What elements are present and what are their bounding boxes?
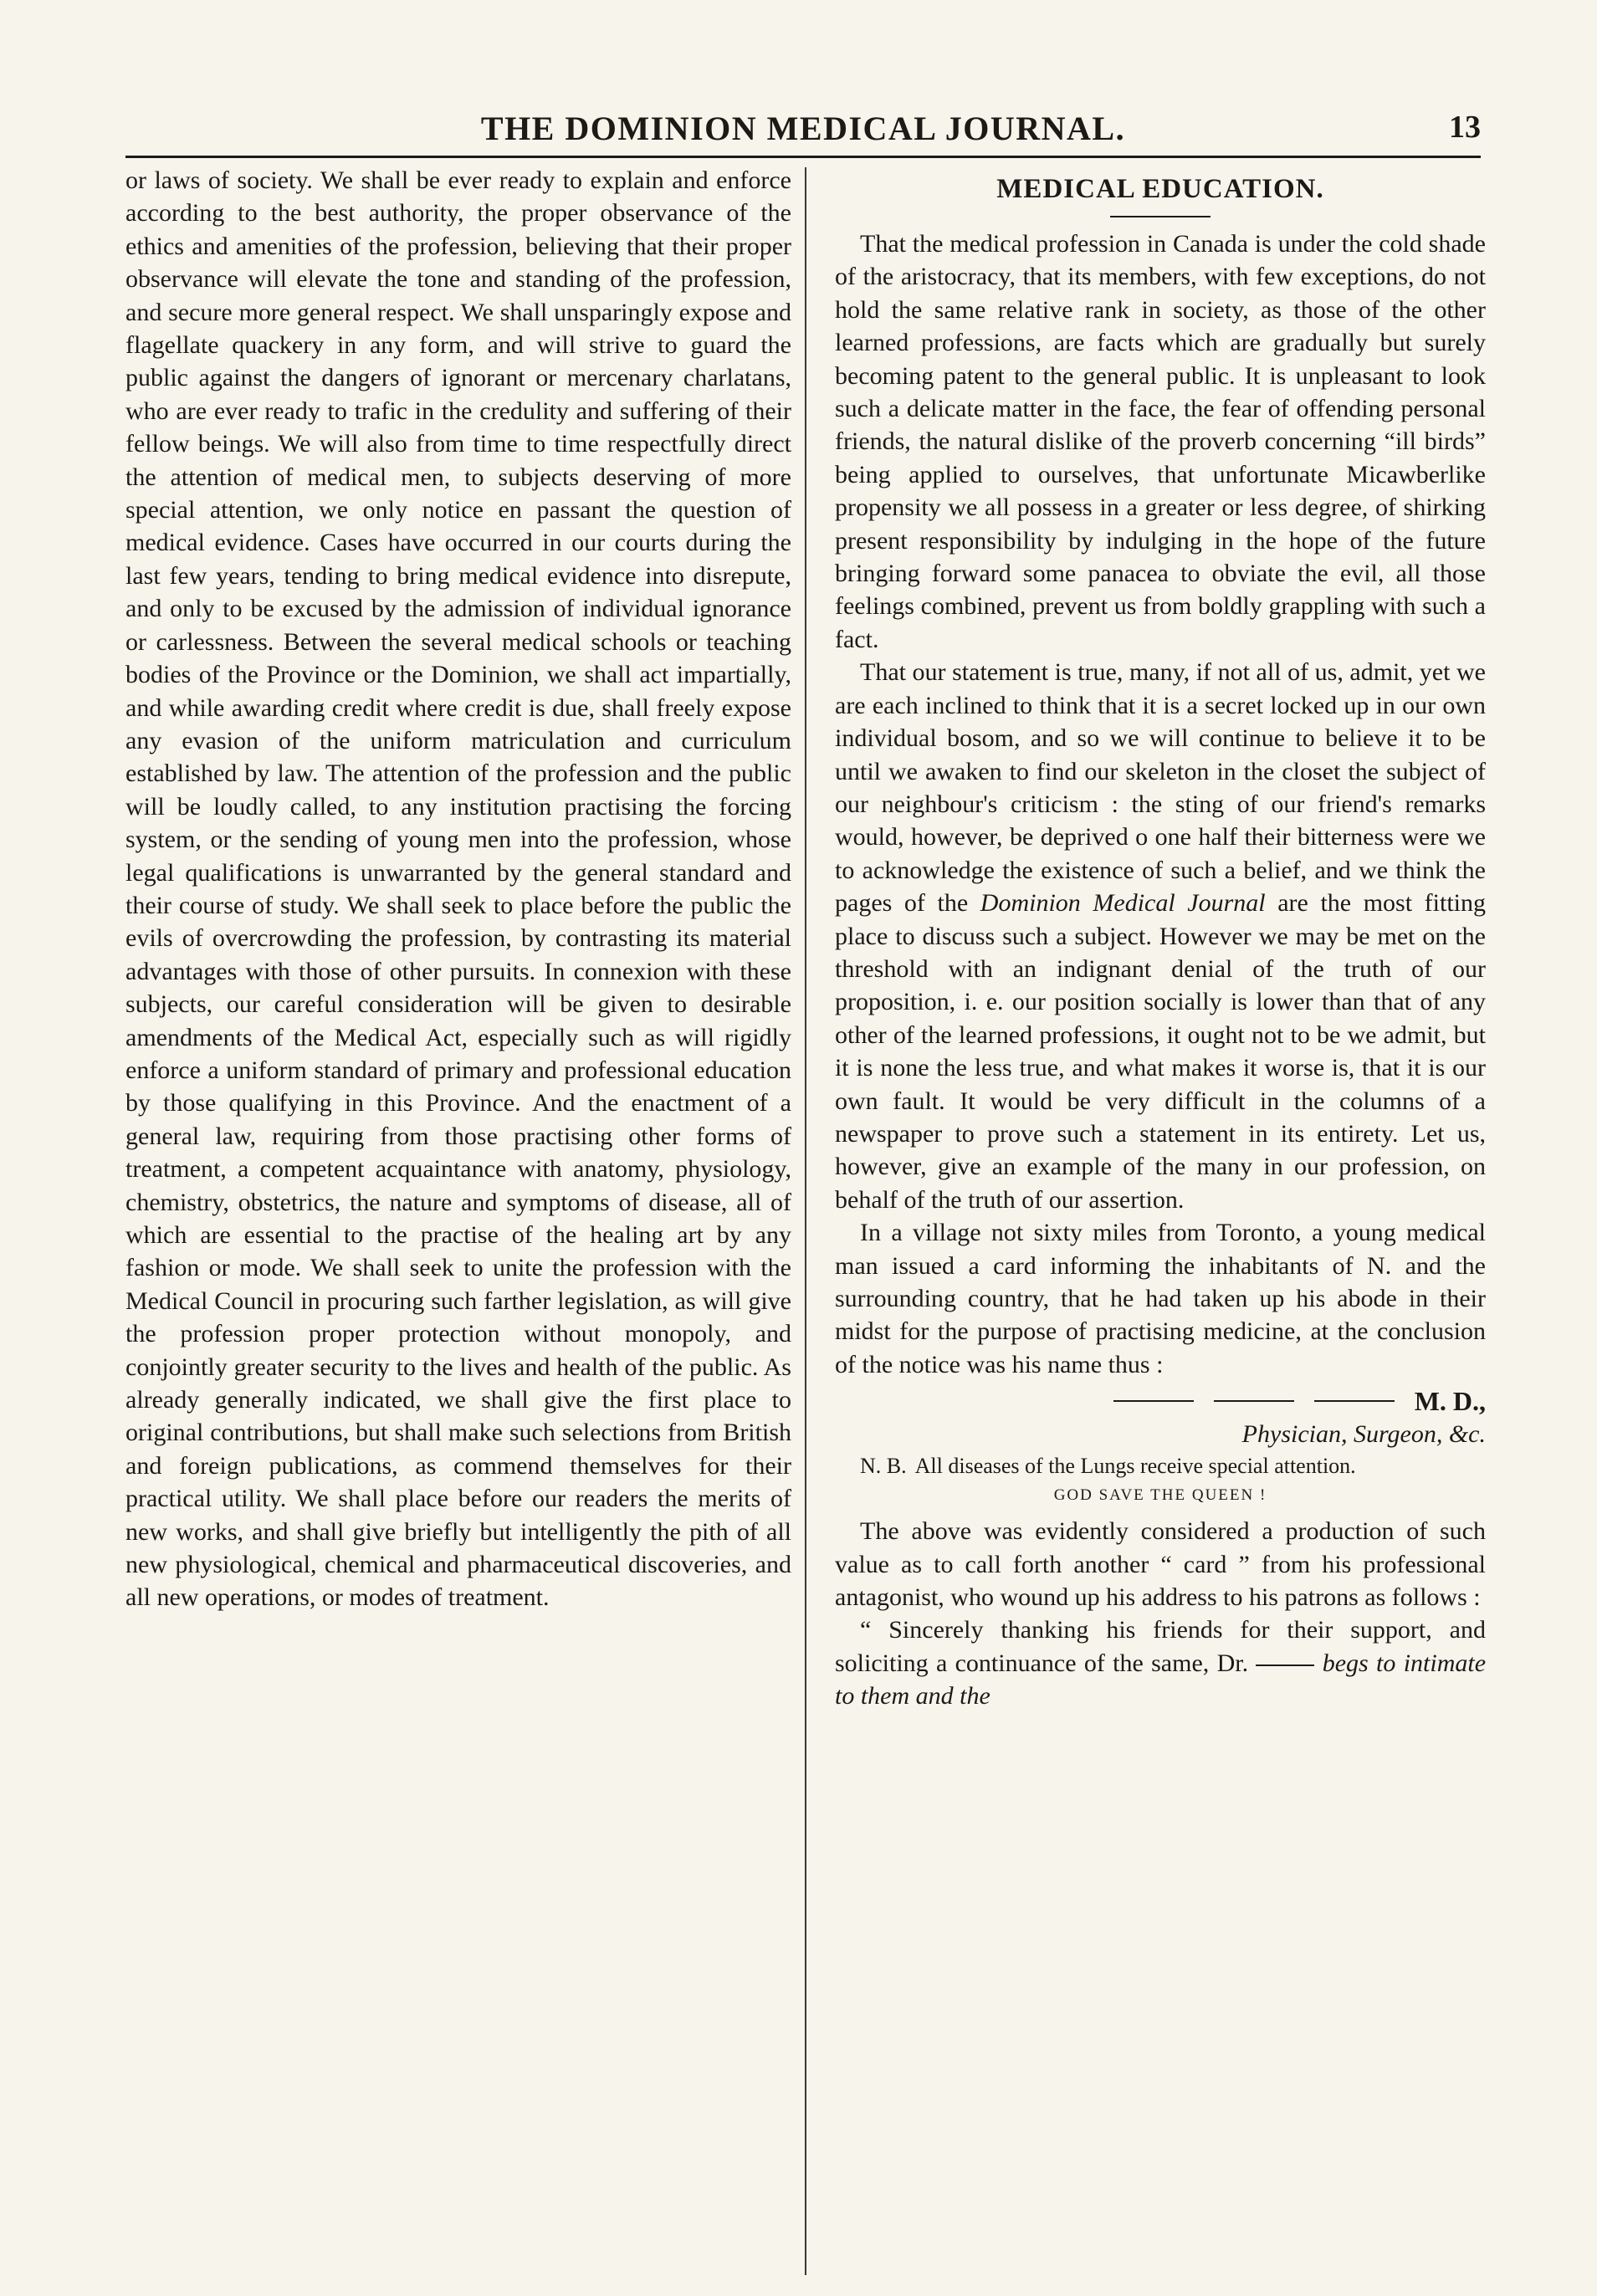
signature-name: M. D.,	[1414, 1386, 1486, 1417]
blank-dash	[1113, 1400, 1194, 1402]
section-title-rule	[1110, 216, 1211, 217]
nota-bene-label: N. B.	[860, 1454, 907, 1479]
left-column-text: or laws of society. We shall be ever ready to explain and enforce according to the best authority, the proper observance of the ethics and amenities of the profession, believing that their proper observance will elevate the tone and standing of the profession, and secure more general respect. We shall unsparingly expose and flagellate quackery in any form, and will strive to guard the public against the dangers of ignorant or mercenary charlatans, who are ever ready to trafic in the credulity and suffering of their fellow beings. We will also from time to time respectfully direct the attention of medical men, to subjects deserving of more special attention, we only notice en passant the question of medical evidence. Cases have occurred in our courts during the last few years, tending to bring medical evidence into disrepute, and only to be excused by the admission of individual ignorance or carlessness. Between the several medical schools or teaching bodies of the Province or the Dominion, we shall act impartially, and while awarding credit where credit is due, shall freely expose any evasion of the uniform matriculation and curriculum established by law. The attention of the profession and the public will be loudly called, to any institution practising the forcing system, or the sending of young men into the profession, whose legal qualifications is unwarranted by the general standard and their course of study. We shall seek to place before the public the evils of overcrowding the profession, by contrasting its material advantages with those of other pursuits. In connexion with these subjects, our careful consideration will be given to desirable amendments of the Medical Act, especially such as will rigidly enforce a uniform standard of primary and professional education by those qualifying in this Province. And the enactment of a general law, requiring from those practising other forms of treatment, a competent acquaintance with anatomy, physiology, chemistry, obstetrics, the nature and symptoms of disease, all of which are essential to the practise of the healing art by any fashion or mode. We shall seek to unite the profession with the Medical Council in procuring such farther legislation, as will give the profession proper protection without monopoly, and conjointly greater security to the lives and health of the public. As already generally indicated, we shall give the first place to original contributions, but shall make such selections from British and foreign publications, as commend themselves for their practical utility. We shall place before our readers the merits of new works, and shall give briefly but intelligently the pith of all new physiological, chemical and pharmaceutical discoveries, and all new operations, or modes of treatment.	[125, 166, 791, 1612]
blank-dash	[1314, 1400, 1395, 1402]
journal-title: THE DOMINION MEDICAL JOURNAL.	[480, 110, 1126, 147]
paragraph-2	[835, 656, 1486, 1216]
paragraph-1: That the medical profession in Canada is under the cold shade of the aristocracy, that its members, with few exceptions, do not hold the same relative rank in society, as those of the other learned professions, are facts which are gradually but surely becoming patent to the general public. It is unpleasant to look such a delicate matter in the face, the fear of offending personal friends, the natural dislike of the proverb concerning “ill birds” being applied to ourselves, that unfortunate Micawberlike propensity we all possess in a greater or less degree, of shirking present responsibility by indulging in the hope of the future bringing forward some panacea to obviate the evil, all those feelings combined, prevent us from boldly grappling with such a fact.	[835, 230, 1486, 653]
paragraph-2-part-b: are the most fitting place to discuss such a subject. However we may be met on the threshold with an indignant denial of the truth of our proposition, i. e. our position socially is lower than that of any other of the learned professions, it ought not to be we admit, but it is none the less true, and what makes it worse is, that it is our own fault. It would be very difficult in the columns of a newspaper to prove such a statement in its entirety. Let us, however, give an example of the many in our profession, on behalf of the truth of our assertion.	[835, 889, 1487, 1214]
column-divider	[805, 167, 806, 2275]
journal-name-italic: Dominion Medical Journal	[980, 889, 1266, 918]
signature-title: Physician, Surgeon, &c.	[1241, 1420, 1486, 1449]
paragraph-5-start: “ Sincerely thanking his friends for their support, and soliciting a continuance of the same, Dr.	[835, 1616, 1486, 1677]
paragraph-5-end: begs to intimate to them and the	[835, 1649, 1487, 1710]
page-number: 13	[1449, 110, 1481, 145]
paragraph-2-part-a: That our statement is true, many, if not all of us, admit, yet we are each inclined to think that it is a secret locked up in our own individual bosom, and so we will continue to believe it to be until we awaken to find our skeleton in the closet the subject of our neighbour's criticism : the sting of our friend's remarks would, however, be deprived o one half their bitterness were we to acknowledge the existence of such a belief, and we think the pages of the	[835, 658, 1486, 918]
paragraph-5	[835, 1613, 1486, 1712]
blank-dash	[1214, 1400, 1294, 1402]
paragraph-4: The above was evidently considered a production of such value as to call forth another “ card ” from his professional antagonist, who wound up his address to his patrons as follows :	[835, 1517, 1486, 1612]
left-column	[125, 164, 791, 1614]
running-head	[125, 99, 1481, 149]
nota-bene	[835, 1451, 1486, 1481]
section-title: MEDICAL EDUCATION.	[996, 174, 1324, 204]
signature-line	[835, 1384, 1486, 1418]
paragraph-3: In a village not sixty miles from Toronto, a young medical man issued a card informing the inhabitants of N. and the surrounding country, that he had taken up his abode in their midst for the purpose of practising medicine, at the conclusion of the notice was his name thus :	[835, 1219, 1486, 1378]
nota-bene-text: All diseases of the Lungs receive special attention.	[914, 1454, 1356, 1479]
blank-dash	[1256, 1664, 1314, 1666]
god-save-the-queen: GOD SAVE THE QUEEN !	[1053, 1486, 1267, 1505]
right-column	[835, 164, 1486, 1713]
header-rule	[125, 156, 1481, 158]
